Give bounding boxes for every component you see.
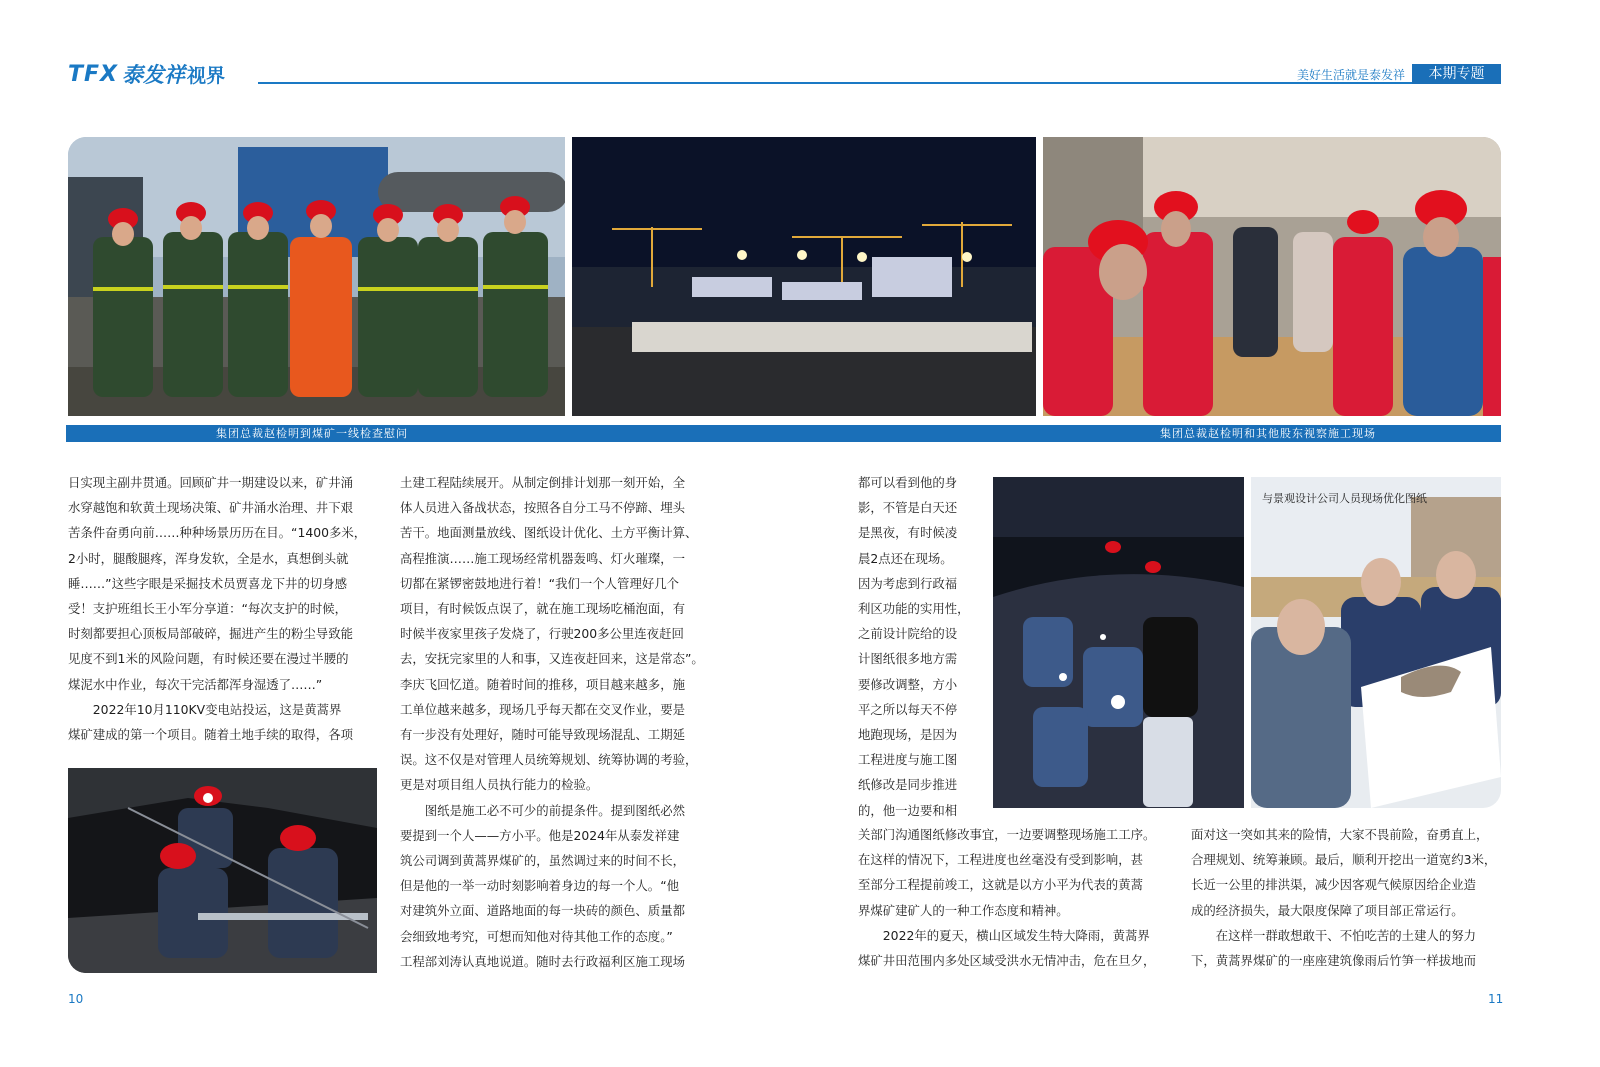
magazine-logo (68, 62, 225, 86)
text-line: 煤泥水中作业，每次干完活都浑身湿透了……” (68, 676, 323, 692)
text-line: 日实现主副井贯通。回顾矿井一期建设以来，矿井涌 (68, 475, 353, 490)
text-line: 受！支护班组长王小军分享道：“每次支护的时候， (68, 601, 348, 617)
text-line: 2022年的夏天，横山区域发生特大降雨，黄蒿界 (882, 927, 1150, 943)
text-line: 工程进度与施工图 (858, 752, 958, 768)
text-line: 要修改调整，方小 (858, 676, 958, 692)
text-line: 时刻都要担心顶板局部破碎，掘进产生的粉尘导致能 (68, 626, 353, 642)
text-line: 要提到一个人——方小平。他是2024年从泰发祥建 (400, 827, 680, 843)
text-line: 煤矿井田范围内多处区域受洪水无情冲击，危在旦夕， (858, 953, 1156, 969)
logo-brand: 泰发祥 (122, 63, 185, 87)
logo-letters: TFX (68, 61, 118, 87)
text-line: 纸修改是同步推进 (858, 777, 958, 793)
drawing-review-meeting-icon (1251, 477, 1501, 808)
page-number-left: 10 (68, 992, 84, 1006)
text-line: 下，黄蒿界煤矿的一座座建筑像雨后竹笋一样拔地而 (1191, 953, 1476, 969)
text-line: 因为考虑到行政福 (858, 575, 958, 591)
text-line: 长近一公里的排洪渠，减少因客观气候原因给企业造 (1191, 877, 1476, 893)
text-line: 去，安抚完家里的人和事，又连夜赶回来，这是常态”。 (400, 651, 704, 667)
text-line: 更是对项目组人员执行能力的检验。 (400, 777, 599, 793)
column-1 (68, 470, 378, 747)
text-line: 会细致地考究，可想而知他对待其他工作的态度。” (400, 928, 673, 944)
text-line: 见度不到1米的风险问题，有时候还要在漫过半腰的 (68, 651, 349, 667)
text-line: 是黑夜，有时候凌 (858, 525, 958, 541)
text-line: 李庆飞回忆道。随着时间的推移，项目越来越多，施 (400, 676, 685, 692)
text-line: 至部分工程提前竣工，这就是以方小平为代表的黄蒿 (858, 877, 1143, 893)
text-line: 2022年10月110KV变电站投运，这是黄蒿界 (92, 701, 342, 717)
text-line: 平之所以每天不停 (858, 701, 958, 717)
photo-site-inspection (1043, 137, 1501, 416)
text-line: 时候半夜家里孩子发烧了，行驶200多公里连夜赶回 (400, 626, 684, 642)
text-line: 的，他一边要和相 (858, 802, 958, 818)
text-line: 计图纸很多地方需 (858, 651, 958, 667)
text-line: 项目，有时候饭点误了，就在施工现场吃桶泡面，有 (400, 601, 685, 617)
text-line: 图纸是施工必不可少的前提条件。提到图纸必然 (424, 802, 685, 818)
text-line: 2小时，腿酸腿疼，浑身发软，全是水，真想倒头就 (68, 550, 349, 566)
text-line: 体人员进入备战状态，按照各自分工马不停蹄、埋头 (400, 500, 685, 516)
site-inspection-group-icon (1043, 137, 1501, 416)
header-slogan: 美好生活就是泰发祥 (1296, 68, 1405, 82)
text-line: 筑公司调到黄蒿界煤矿的，虽然调过来的时间不长， (400, 853, 685, 869)
caption-left: 集团总裁赵检明到煤矿一线检查慰问 (216, 427, 408, 440)
logo-section: 视界 (187, 64, 226, 87)
photo-night-flood (993, 477, 1244, 808)
column-3-wide (858, 822, 1168, 973)
text-line: 地跑现场，是因为 (858, 727, 958, 743)
text-line: 成的经济损失，最大限度保障了项目部正常运行。 (1191, 902, 1464, 918)
text-line: 工程部刘涛认真地说道。随时去行政福利区施工现场 (400, 953, 685, 969)
photo-drawing-review (1251, 477, 1501, 808)
text-line: 误。这不仅是对管理人员统筹规划、统筹协调的考验， (400, 752, 698, 768)
inset-caption: 与景观设计公司人员现场优化图纸 (1262, 492, 1427, 505)
text-line: 高程推演……施工现场经常机器轰鸣、灯火璀璨，一 (400, 550, 685, 566)
text-line: 合理规划、统筹兼顾。最后，顺利开挖出一道宽约3米， (1191, 852, 1497, 868)
text-line: 都可以看到他的身 (858, 475, 958, 490)
text-line: 在这样一群敢想敢干、不怕吃苦的土建人的努力 (1215, 927, 1476, 943)
text-line: 苦干。地面测量放线、图纸设计优化、土方平衡计算、 (400, 525, 698, 541)
text-line: 之前设计院给的设 (858, 626, 958, 642)
caption-right: 集团总裁赵检明和其他股东视察施工现场 (1160, 427, 1376, 440)
column-3-narrow (858, 470, 978, 823)
text-line: 水穿越饱和软黄土现场决策、矿井涌水治理、井下艰 (68, 500, 353, 516)
night-construction-site-icon (572, 137, 1036, 416)
group-photo-miners-icon (68, 137, 565, 416)
text-line: 睡……”这些字眼是采掘技术员贾喜龙下井的切身感 (68, 575, 348, 591)
text-line: 在这样的情况下，工程进度也丝毫没有受到影响，甚 (858, 852, 1143, 868)
text-line: 界煤矿建矿人的一种工作态度和精神。 (858, 902, 1069, 918)
text-line: 影，不管是白天还 (858, 500, 958, 516)
page-number-right: 11 (1488, 992, 1504, 1006)
underground-tunnel-workers-icon (68, 768, 377, 973)
text-line: 面对这一突如其来的险情，大家不畏前险，奋勇直上， (1191, 827, 1489, 842)
text-line: 土建工程陆续展开。从制定倒排计划那一刻开始，全 (400, 475, 685, 490)
text-line: 但是他的一举一动时刻影响着身边的每一个人。“他 (400, 878, 680, 894)
section-badge: 本期专题 (1412, 64, 1501, 84)
night-flood-rescue-crowd-icon (993, 477, 1244, 808)
photo-miners-group (68, 137, 565, 416)
text-line: 工单位越来越多，现场几乎每天都在交叉作业，要是 (400, 701, 685, 717)
text-line: 苦条件奋勇向前……种种场景历历在目。“1400多米， (68, 525, 367, 541)
text-line: 晨2点还在现场。 (858, 550, 953, 566)
photo-night-site (572, 137, 1036, 416)
column-4 (1191, 822, 1501, 973)
text-line: 有一步没有处理好，随时可能导致现场混乱、工期延 (400, 727, 685, 743)
text-line: 煤矿建成的第一个项目。随着土地手续的取得，各项 (68, 727, 353, 743)
photo-underground (68, 768, 377, 973)
text-line: 利区功能的实用性， (858, 601, 970, 617)
column-2 (400, 470, 710, 974)
text-line: 切都在紧锣密鼓地进行着！“我们一个人管理好几个 (400, 575, 680, 591)
header-rule (258, 82, 1413, 84)
text-line: 关部门沟通图纸修改事宜，一边要调整现场施工工序。 (858, 827, 1156, 842)
text-line: 对建筑外立面、道路地面的每一块砖的颜色、质量都 (400, 903, 685, 919)
